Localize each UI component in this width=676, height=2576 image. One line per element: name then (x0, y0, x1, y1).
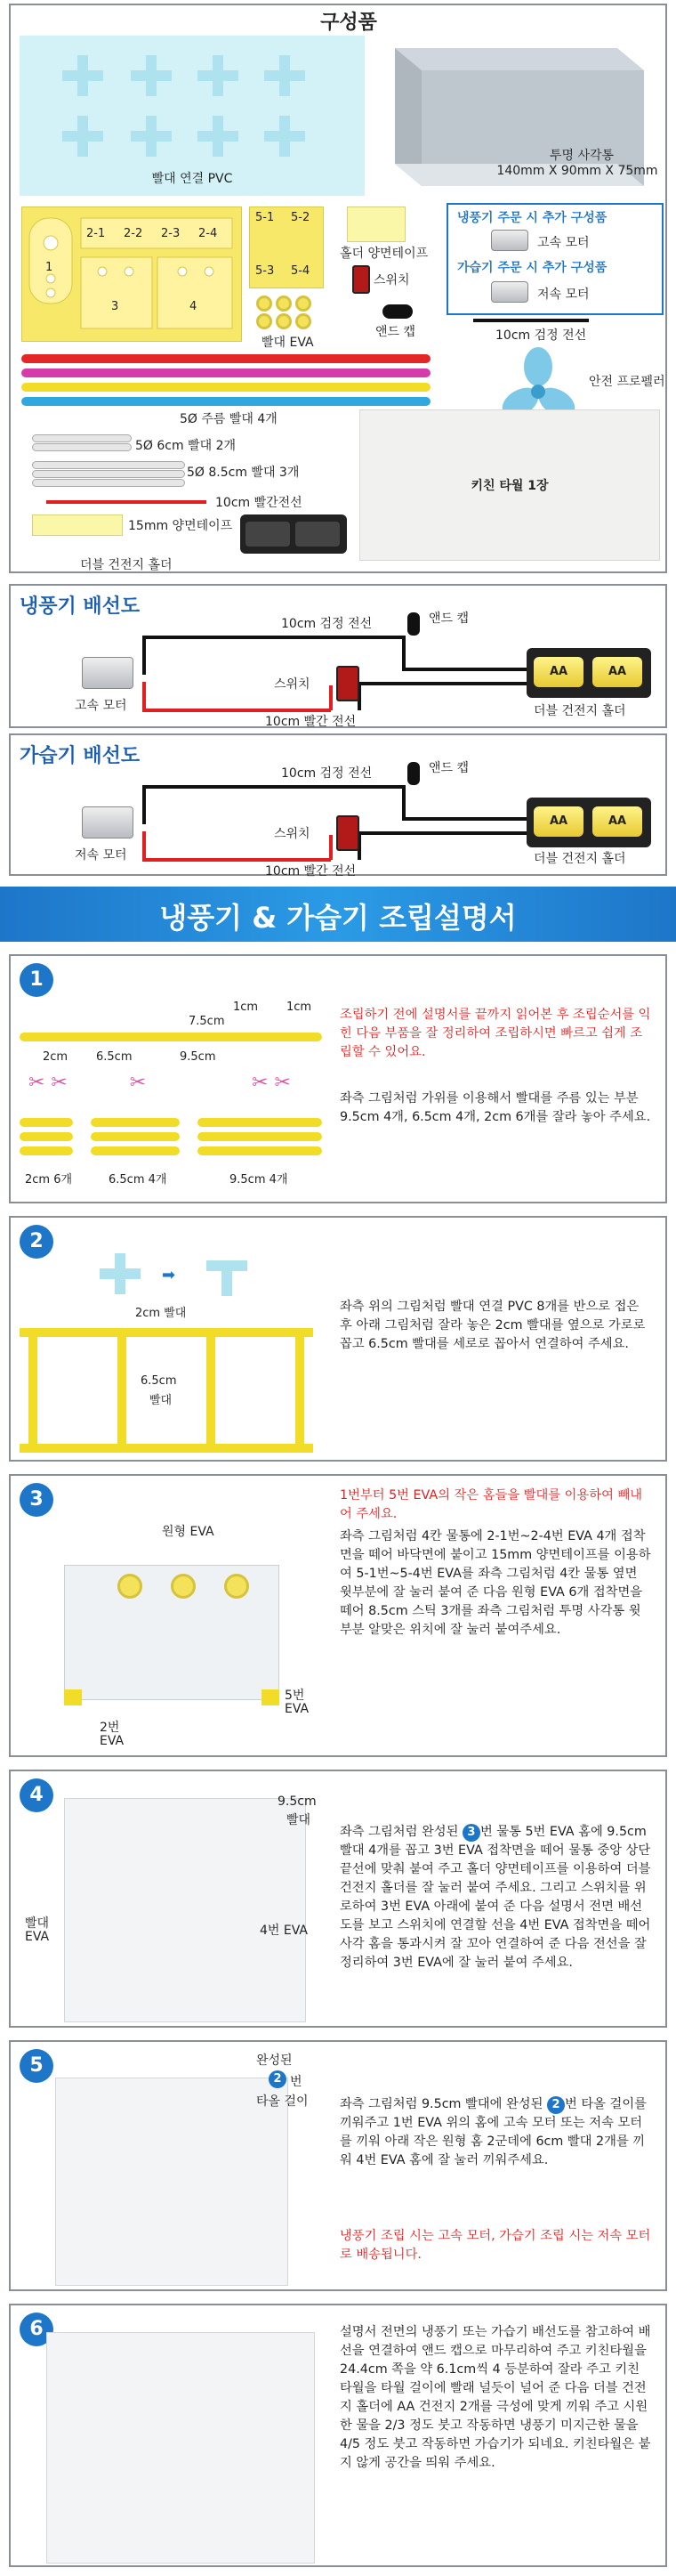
black-wire (402, 785, 406, 817)
straw-eva-ring (256, 296, 272, 312)
towel-ref-2: 2 (269, 2070, 286, 2088)
eva-5-sheet (249, 207, 324, 288)
battery-holder-icon (240, 514, 347, 554)
eva-2 (262, 1689, 279, 1705)
step-6-number: 6 (20, 2313, 53, 2346)
straw-eva-ring (256, 313, 272, 329)
tape-15mm-label: 15mm 양면테이프 (128, 519, 233, 533)
label-straw-eva-b: EVA (25, 1930, 50, 1944)
straw-85cm (32, 470, 185, 478)
label-2cm: 2cm (43, 1050, 68, 1064)
label-65cm: 6.5cm (141, 1374, 177, 1388)
kitchen-towel (359, 409, 660, 561)
eva-sheet (21, 207, 242, 342)
label-eva5: 5번 (285, 1689, 305, 1703)
result-2cm: 2cm 6개 (25, 1173, 73, 1187)
step-6-text: 설명서 전면의 냉풍기 또는 가습기 배선도를 참고하여 배선을 연결하여 앤드 캡으로 마무리하여 주고 키친타월을 24.4cm 쪽을 약 6.1cm씩 4 등분하여 잘라 주고 키친 타월을 타월 걸이에 빨래 널듯이 널어 준 다음 더블 건전지 홀더에 AA 건전지 2개를 극성에 맞게 끼워 주고 시원한 물을 2/3 정도 붓고 작동하면 냉풍기 미지근한 물을 4/5 정도 붓고 작동하면 가습기가 되네요. 키친타월은 붙지 않게 공간을 띄워 주세요. (340, 2325, 651, 2470)
motor-icon (82, 806, 133, 838)
straw-6cm (32, 443, 132, 451)
label-75cm: 7.5cm (189, 1015, 225, 1028)
step-1 (9, 954, 667, 1203)
red-wire-label: 10cm 빨간전선 (215, 496, 302, 510)
straw-65cm (91, 1146, 180, 1155)
step-1-text-red: 조립하기 전에 설명서를 끝까지 읽어본 후 조립순서를 익힌 다음 부품을 잘 정리하여 조립하시면 빠르고 쉽게 조립할 수 있어요. (340, 1008, 651, 1059)
eva-part-2-3: 2-3 (161, 227, 181, 240)
black-wire (402, 668, 527, 671)
straw-pink (21, 369, 431, 377)
humid-switch-label: 스위치 (274, 827, 310, 841)
black-wire (402, 817, 527, 821)
components-title: 구성품 (320, 12, 377, 34)
high-speed-motor-icon (491, 230, 528, 251)
step-5-text (340, 2095, 651, 2170)
result-65cm: 6.5cm 4개 (109, 1173, 167, 1187)
frame-post (295, 1337, 304, 1444)
straw-eva-label: 빨대 EVA (262, 336, 314, 350)
red-wire (329, 685, 333, 710)
pvc-t (221, 1260, 232, 1296)
arrow-right-icon: ➡ (162, 1266, 176, 1284)
straw-95cm (197, 1146, 322, 1155)
frame-post (117, 1337, 126, 1444)
straw-6cm-label: 5Ø 6cm 빨대 2개 (135, 439, 236, 453)
label-95cm-b: 빨대 (286, 1813, 311, 1827)
step-2 (9, 1216, 667, 1462)
aa-battery: AA (534, 657, 583, 687)
cool-red-wire-label: 10cm 빨간 전선 (265, 715, 357, 729)
step-3-figure (28, 1511, 322, 1752)
straw-red (21, 354, 431, 363)
holder-tape-label: 홀더 양면테이프 (340, 247, 429, 261)
kitchen-towel-label: 키친 타월 1장 (471, 479, 549, 493)
scissors-icon: ✂ ✂ ✂ ✂ ✂ (28, 1072, 291, 1094)
black-wire (402, 636, 406, 668)
black-wire (144, 636, 402, 639)
cool-diagram-title: 냉풍기 배선도 (20, 595, 141, 618)
box-label: 투명 사각통 (549, 149, 615, 163)
pvc-cross (100, 1253, 141, 1294)
aa-battery: AA (534, 806, 583, 837)
frame-post (206, 1337, 215, 1444)
label-95cm: 9.5cm (180, 1050, 216, 1064)
humid-holder-label: 더블 건전지 홀더 (534, 852, 626, 866)
step-4-text-body: 번 물통 5번 EVA 홈에 9.5cm 빨대 4개를 꼽고 3번 EVA 접착면을 떼어 물통 중앙 상단 끝선에 맞춰 붙여 주고 홀더 양면테이프를 이용하여 더블 건전지 홀더를 잘 눌러 붙여 주세요. 그리고 스위치를 위로하여 3번 EVA 아래에 붙여 준 다음 설명서 전면 배선도를 보고 스위치에 연결할 선을 4번 EVA 접착면을 떼어 사각 홈을 통과시켜 잘 꼬아 연결하여 준 다음 전선을 잘 정리하여 3번 EVA에 잘 눌러 붙여 주세요. (340, 1825, 651, 1970)
step-6-illustration (46, 2332, 315, 2564)
cool-endcap-label: 앤드 캡 (429, 612, 470, 626)
step-4 (9, 1770, 667, 2028)
eva-part-1: 1 (45, 261, 53, 274)
motor-icon (82, 657, 133, 689)
straw-2cm (20, 1132, 73, 1141)
black-wire-icon (473, 319, 589, 322)
humid-motor-label: 저속 모터 (75, 848, 127, 863)
transparent-box (377, 30, 658, 196)
straw-85cm (32, 479, 185, 487)
round-eva (171, 1574, 196, 1599)
frame-post (28, 1337, 37, 1444)
battery-holder-icon (527, 648, 651, 698)
eva-part-2-2: 2-2 (124, 227, 143, 240)
step-1-figure (20, 1000, 331, 1196)
step-4-illustration (64, 1798, 306, 2022)
cool-black-wire-label: 10cm 검정 전선 (281, 617, 373, 631)
step-5-text-body: 번 타올 걸이를 끼워주고 1번 EVA 위의 홈에 고속 모터 또는 저속 모터를 끼워 아래 작은 원형 홈 2군데에 6cm 빨대 2개를 끼워 4번 EVA 홈에 잘 눌러 끼워주세요. (340, 2097, 647, 2167)
step-3 (9, 1474, 667, 1757)
humid-endcap-label: 앤드 캡 (429, 761, 470, 775)
straw-85cm (32, 461, 185, 469)
black-wire (144, 785, 402, 789)
label-eva5b: EVA (285, 1702, 310, 1716)
straw-eva-ring (295, 296, 311, 312)
tape-15mm-icon (32, 514, 123, 536)
cool-wiring-diagram (9, 584, 667, 728)
round-eva (117, 1574, 142, 1599)
switch-icon (352, 265, 370, 294)
straw-65cm (91, 1118, 180, 1127)
box-size: 140mm X 90mm X 75mm (496, 164, 658, 178)
straw-95cm (197, 1118, 322, 1127)
straw-eva-ring (276, 313, 292, 329)
end-cap-icon (382, 304, 413, 319)
label-eva4: 4번 EVA (260, 1924, 308, 1938)
straw-95cm (197, 1132, 322, 1141)
result-95cm: 9.5cm 4개 (229, 1173, 288, 1187)
straw-blue (21, 397, 431, 406)
eva-part-5-4: 5-4 (291, 264, 310, 278)
humid-red-wire-label: 10cm 빨간 전선 (265, 864, 357, 879)
pvc-label: 빨대 연결 PVC (151, 172, 233, 186)
extra-humid-title: 가습기 주문 시 추가 구성품 (457, 261, 608, 275)
frame-bottom (20, 1444, 313, 1453)
label-towel: 번 (290, 2075, 302, 2089)
red-wire (142, 831, 146, 860)
straw-4-label: 5Ø 주름 빨대 4개 (180, 412, 278, 426)
aa-battery: AA (592, 657, 642, 687)
step-2-number: 2 (20, 1225, 53, 1259)
extra-cool-title: 냉풍기 주문 시 추가 구성품 (457, 211, 608, 225)
battery-holder-icon (527, 798, 651, 847)
straw-2cm (20, 1146, 73, 1155)
step-1-number: 1 (20, 963, 53, 997)
straw-eva-ring (276, 296, 292, 312)
label-round-eva: 원형 EVA (162, 1525, 214, 1539)
red-wire-icon (46, 500, 206, 504)
label-1cm-b: 1cm (286, 1000, 312, 1014)
extra-parts-box (447, 203, 664, 315)
cool-holder-label: 더블 건전지 홀더 (534, 704, 626, 718)
step-3-text: 좌측 그림처럼 4칸 물통에 2-1번~2-4번 EVA 4개 접착면을 떼어 바닥면에 붙이고 15mm 양면테이프를 이용하여 5-1번~5-4번 EVA를 좌측 그림처럼 4칸 물통 옆면 윗부분에 잘 눌러 붙여 준 다음 원형 EVA 6개 접착면을 떼어 8.5cm 스틱 3개를 좌측 그림처럼 투명 사각통 윗부분 알맞은 위치에 잘 눌러 붙여주세요. (340, 1529, 651, 1637)
manual-title: 냉풍기 & 가습기 조립설명서 (159, 901, 517, 935)
end-cap-icon (407, 762, 420, 785)
straw-yellow (21, 383, 431, 392)
eva-part-5-2: 5-2 (291, 211, 310, 224)
eva-part-2-4: 2-4 (198, 227, 218, 240)
black-wire (358, 682, 535, 685)
low-speed-motor-icon (491, 281, 528, 303)
eva-part-2-1: 2-1 (86, 227, 106, 240)
label-towel-hanger: 타올 걸이 (256, 2094, 309, 2109)
step-2-text: 좌측 위의 그림처럼 빨대 연결 PVC 8개를 반으로 접은 후 아래 그림처럼 잘라 놓은 2cm 빨대를 옆으로 가로로 꼽고 6.5cm 빨대를 세로로 꼽아서 연결하여 주세요. (340, 1300, 646, 1351)
step-2-figure (20, 1253, 322, 1458)
extra-cool-item: 고속 모터 (537, 236, 590, 250)
label-done: 완성된 (256, 2054, 293, 2068)
eva-part-4: 4 (189, 300, 197, 313)
humid-wiring-diagram (9, 733, 667, 879)
straw-eva-ring (295, 313, 311, 329)
step-4-text-pre: 좌측 그림처럼 완성된 (340, 1825, 463, 1839)
label-2cm-straw: 2cm 빨대 (135, 1307, 187, 1320)
step-ref-2-badge: 2 (547, 2096, 565, 2114)
step-3-text-red: 1번부터 5번 EVA의 작은 홈들을 빨대를 이용하여 빼내어 주세요. (340, 1488, 643, 1521)
eva-part-3: 3 (111, 300, 119, 313)
switch-icon (336, 815, 359, 851)
straw-2cm (20, 1118, 73, 1127)
propeller-label: 안전 프로펠러 (589, 375, 665, 389)
step-ref-3-badge: 3 (463, 1824, 480, 1842)
label-95cm: 9.5cm (278, 1794, 317, 1809)
label-eva2b: EVA (100, 1734, 125, 1748)
step-1-text: 좌측 그림처럼 가위를 이용해서 빨대를 주름 있는 부분 9.5cm 4개, 6.5cm 4개, 2cm 6개를 잘라 놓아 주세요. (340, 1091, 651, 1124)
cool-switch-label: 스위치 (274, 677, 310, 692)
components-panel (9, 4, 667, 573)
end-cap-label: 앤드 캡 (375, 325, 416, 339)
eva-part-5-1: 5-1 (255, 211, 275, 224)
label-65cm-b: 빨대 (149, 1394, 173, 1407)
step-6 (9, 2304, 667, 2567)
switch-icon (336, 666, 359, 701)
eva-2 (64, 1689, 82, 1705)
straw-6cm (32, 434, 132, 442)
label-65cm: 6.5cm (96, 1050, 133, 1064)
pvc-sheet (20, 36, 365, 196)
black-wire-label: 10cm 검정 전선 (495, 328, 587, 343)
eva-part-5-3: 5-3 (255, 264, 275, 278)
manual-title-banner (0, 887, 676, 942)
switch-label: 스위치 (374, 273, 410, 288)
straw-85-label: 5Ø 8.5cm 빨대 3개 (187, 466, 300, 480)
step-5-number: 5 (20, 2049, 53, 2083)
end-cap-icon (407, 612, 420, 636)
label-eva2: 2번 (100, 1721, 120, 1735)
label-1cm-a: 1cm (233, 1000, 259, 1014)
holder-tape (347, 207, 406, 242)
black-wire (358, 831, 535, 835)
aa-battery: AA (592, 806, 642, 837)
humid-diagram-title: 가습기 배선도 (20, 745, 141, 767)
cool-motor-label: 고속 모터 (75, 699, 127, 713)
step-5 (9, 2040, 667, 2291)
step-5-text-red: 냉풍기 조립 시는 고속 모터, 가습기 조립 시는 저속 모터로 배송됩니다. (340, 2229, 651, 2262)
step-4-number: 4 (20, 1778, 53, 1812)
straw-65cm (91, 1132, 180, 1141)
frame-top (20, 1328, 313, 1337)
battery-holder-label: 더블 건전지 홀더 (80, 558, 173, 572)
step-3-number: 3 (20, 1483, 53, 1517)
step-5-illustration (55, 2078, 288, 2286)
straw-cut-line (20, 1033, 322, 1041)
step-4-text (340, 1823, 651, 1973)
extra-humid-item: 저속 모터 (537, 288, 590, 302)
black-wire (142, 636, 146, 675)
black-wire (142, 785, 146, 824)
round-eva (224, 1574, 249, 1599)
step-5-text-pre: 좌측 그림처럼 9.5cm 빨대에 완성된 (340, 2097, 547, 2111)
red-wire (142, 682, 146, 710)
humid-black-wire-label: 10cm 검정 전선 (281, 766, 373, 781)
red-wire (329, 835, 333, 860)
label-straw-eva: 빨대 (25, 1916, 50, 1931)
